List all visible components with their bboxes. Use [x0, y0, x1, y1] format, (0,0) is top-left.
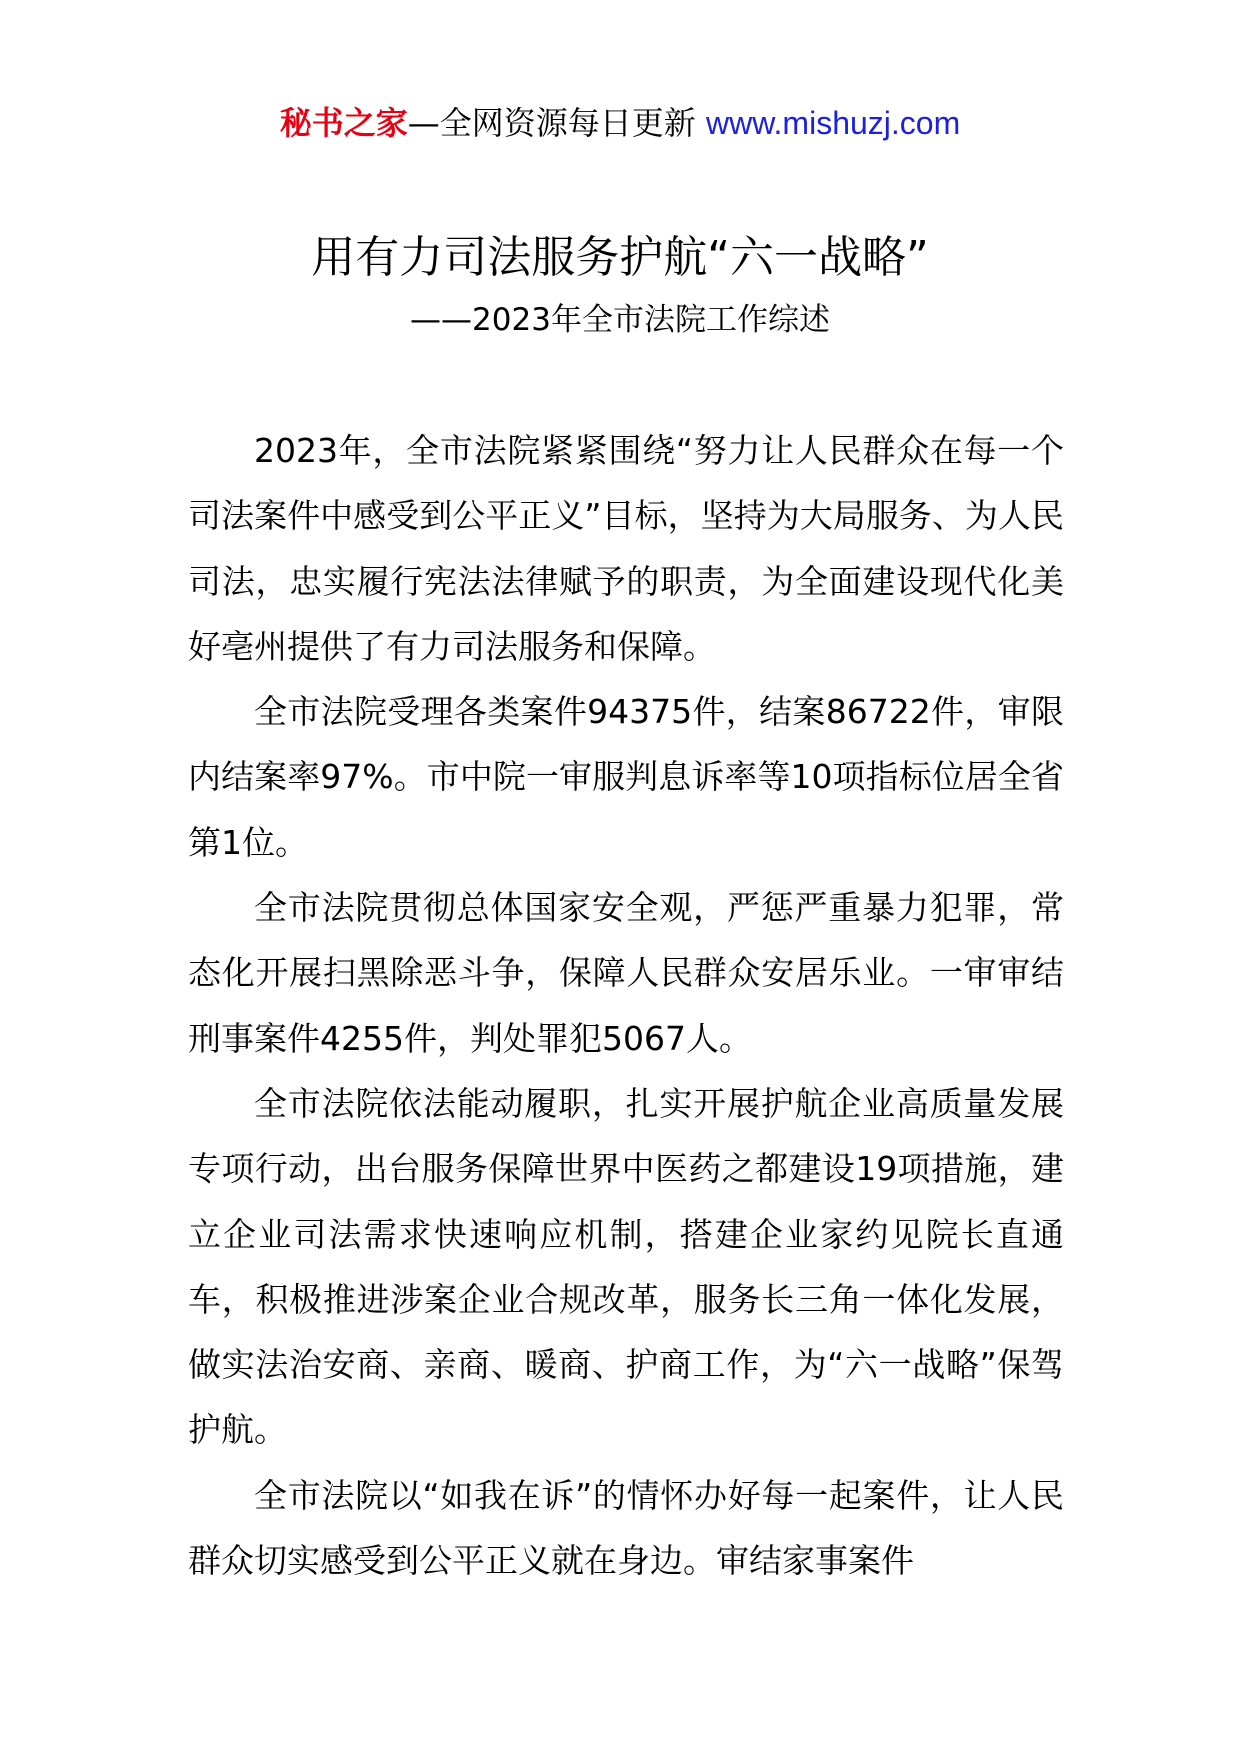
document-body	[188, 418, 1064, 1593]
site-url-link[interactable]: www.mishuzj.com	[705, 105, 961, 141]
paragraph: 全市法院受理各类案件94375件，结案86722件，审限内结案率97%。市中院一审服判息诉率等10项指标位居全省第1位。	[188, 692, 1064, 862]
document-title: 用有力司法服务护航“六一战略”	[311, 232, 929, 283]
paragraph: 2023年，全市法院紧紧围绕“努力让人民群众在每一个司法案件中感受到公平正义”目标，坚持为大局服务、为人民司法，忠实履行宪法法律赋予的职责，为全面建设现代化美好亳州提供了有力司法服务和保障。	[188, 431, 1064, 666]
document-subtitle: ——2023年全市法院工作综述	[410, 302, 830, 338]
paragraph: 全市法院贯彻总体国家安全观，严惩严重暴力犯罪，常态化开展扫黑除恶斗争，保障人民群众安居乐业。一审审结刑事案件4255件，判处罪犯5067人。	[188, 888, 1064, 1058]
paragraph: 全市法院以“如我在诉”的情怀办好每一起案件，让人民群众切实感受到公平正义就在身边。审结家事案件	[188, 1475, 1064, 1581]
brand-name[interactable]: 秘书之家	[279, 104, 408, 142]
paragraph: 全市法院依法能动履职，扎实开展护航企业高质量发展专项行动，出台服务保障世界中医药之都建设19项措施，建立企业司法需求快速响应机制，搭建企业家约见院长直通车，积极推进涉案企业合规改革，服务长三角一体化发展，做实法治安商、亲商、暖商、护商工作，为“六一战略”保驾护航。	[188, 1083, 1064, 1450]
site-banner	[0, 100, 1240, 146]
banner-tagline: —全网资源每日更新	[407, 104, 696, 142]
